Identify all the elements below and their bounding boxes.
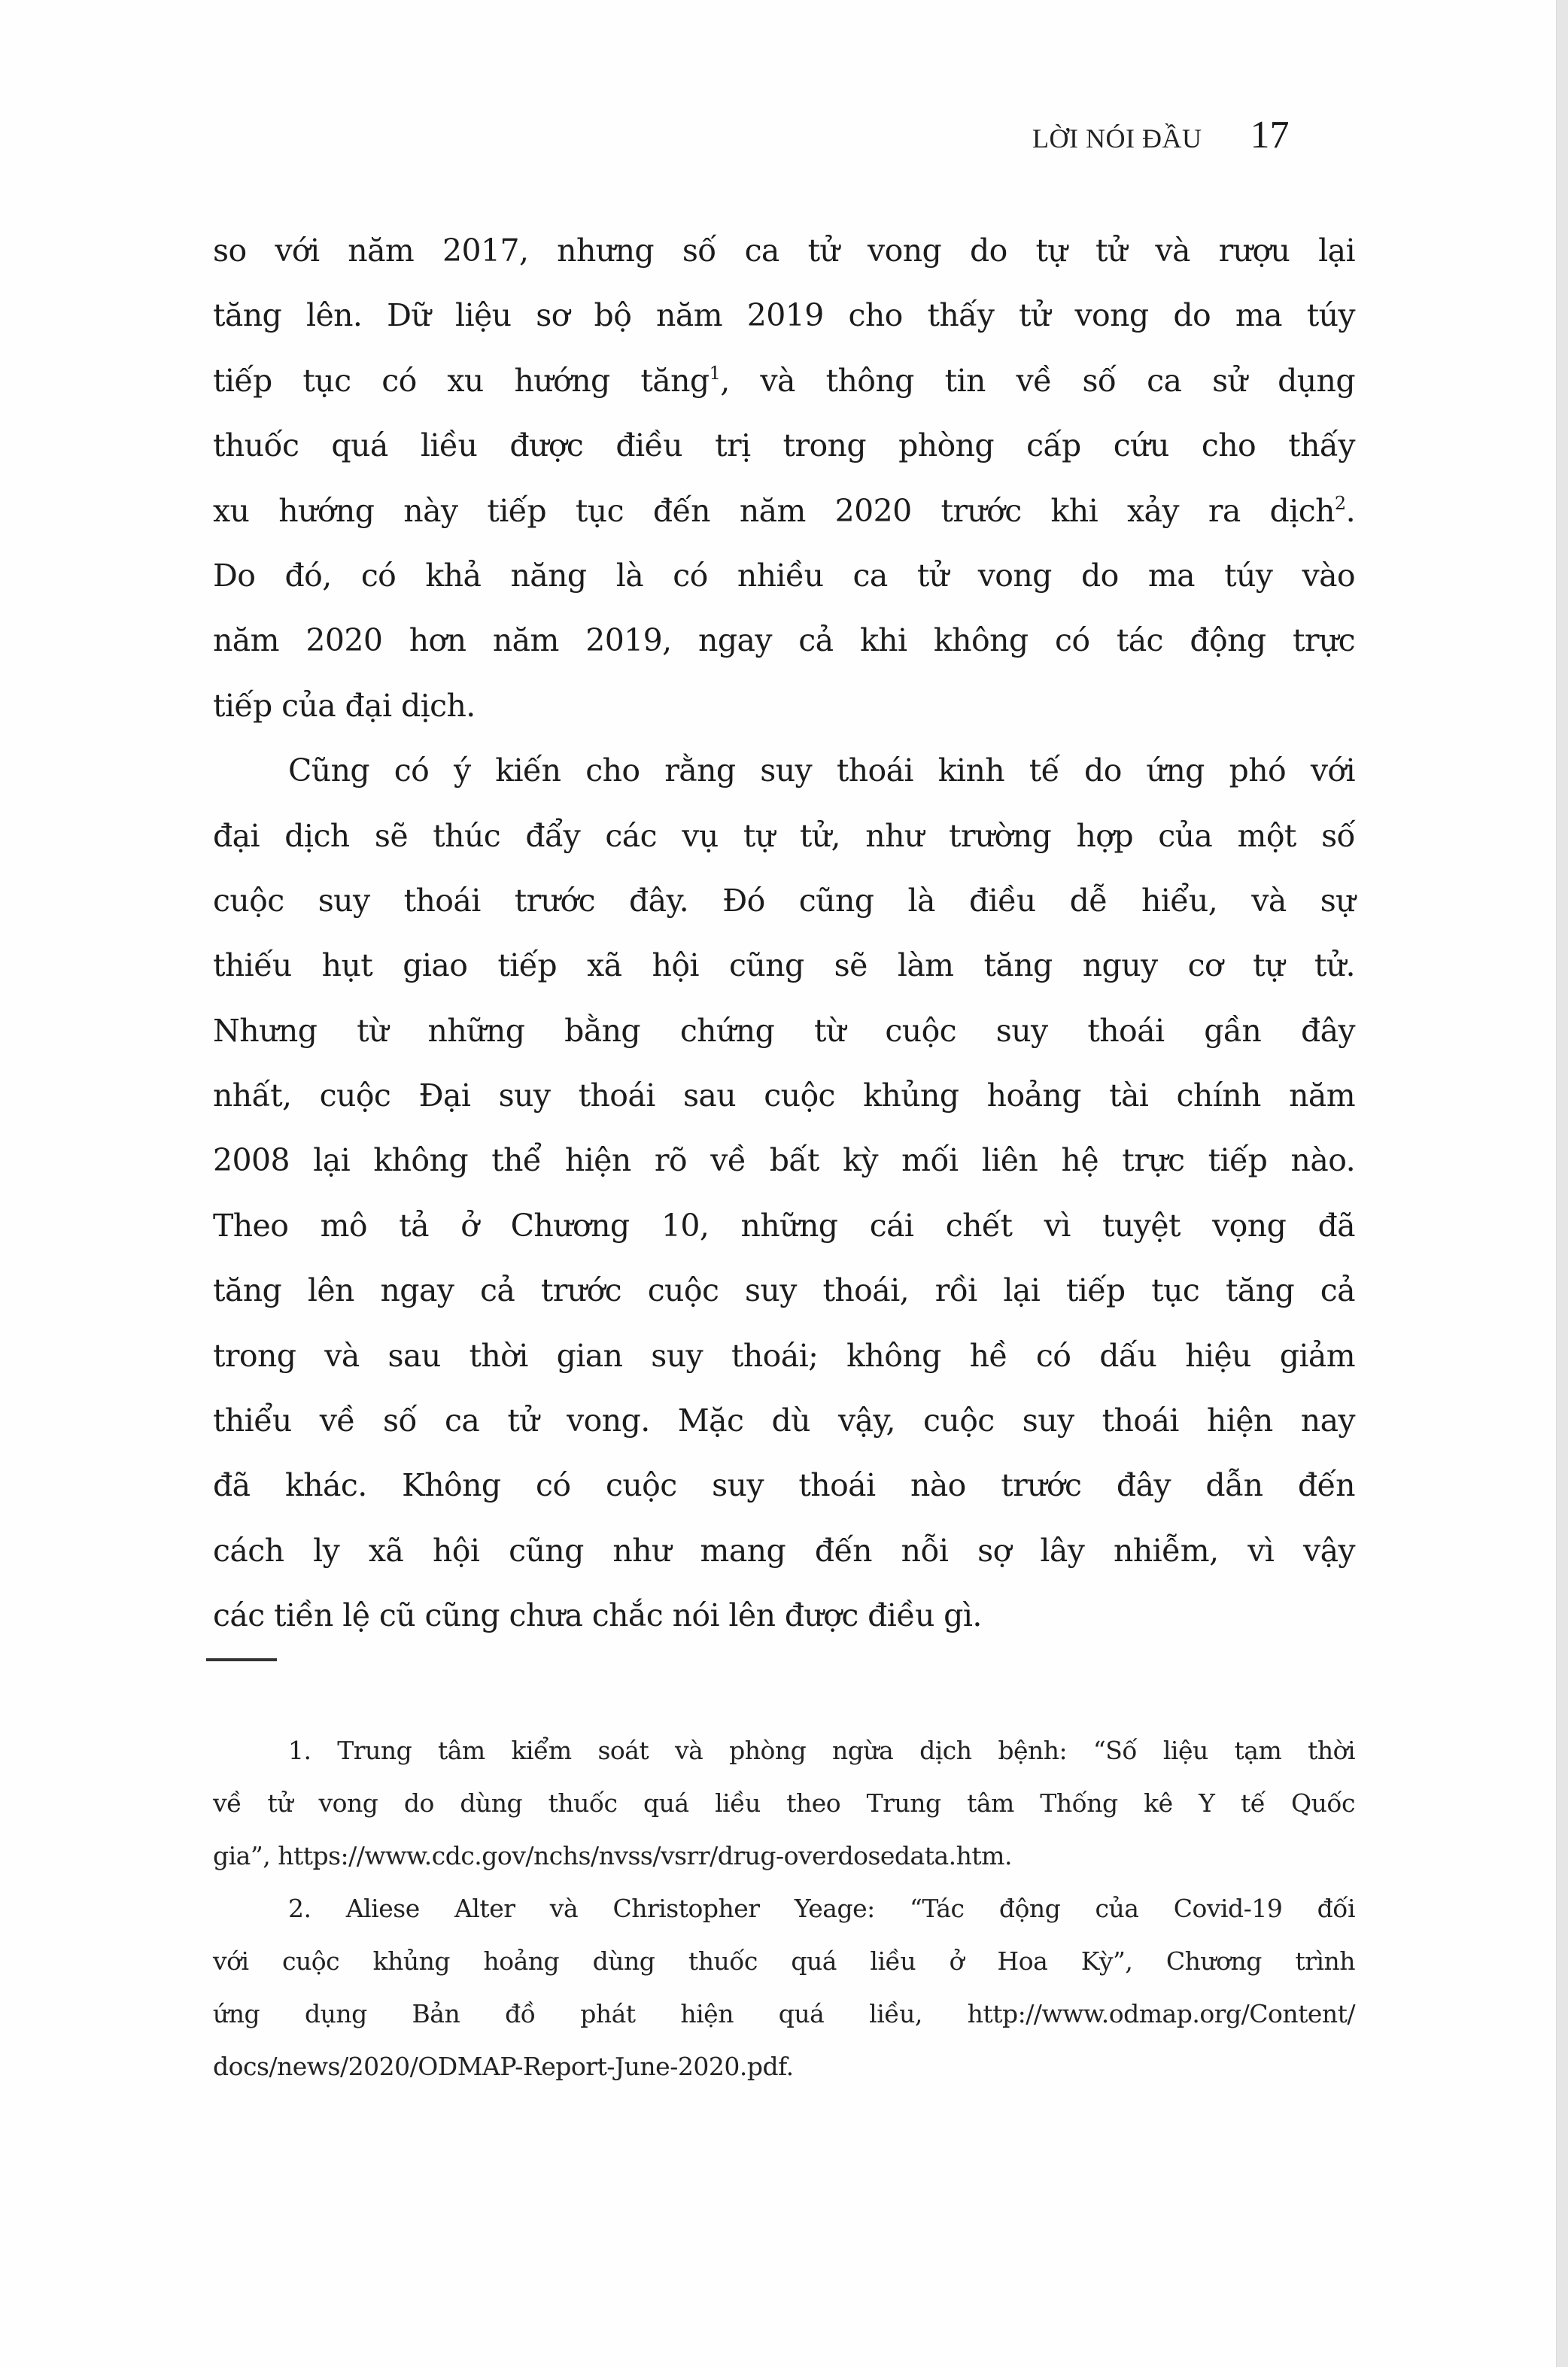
text-run: tiếp tục có xu hướng tăng: [213, 362, 710, 399]
paragraph: [213, 738, 1355, 1648]
text-run: thiếu hụt giao tiếp xã hội cũng sẽ làm tăng nguy cơ tự tử.: [213, 947, 1355, 984]
text-line: [213, 283, 1355, 348]
footnote-line: 1. Trung tâm kiểm soát và phòng ngừa dịch bệnh: “Số liệu tạm thời: [288, 1736, 1355, 1765]
running-head: [1032, 113, 1289, 166]
text-run: nhất, cuộc Đại suy thoái sau cuộc khủng hoảng tài chính năm: [213, 1077, 1355, 1114]
footnote-line: 2. Aliese Alter và Christopher Yeage: “Tác động của Covid-19 đối: [288, 1894, 1355, 1923]
page-edge-shadow: [1556, 0, 1568, 2367]
footnote-reference[interactable]: 2: [1334, 492, 1346, 514]
text-run: .: [1345, 492, 1355, 529]
text-run: các tiền lệ cũ cũng chưa chắc nói lên được điều gì.: [213, 1597, 982, 1634]
paragraph: [213, 218, 1355, 738]
text-line: [213, 1323, 1355, 1388]
text-run: so với năm 2017, nhưng số ca tử vong do tự tử và rượu lại: [213, 232, 1355, 269]
text-run: Do đó, có khả năng là có nhiều ca tử vong do ma túy vào: [213, 557, 1355, 594]
footnote-reference[interactable]: 1: [709, 362, 721, 384]
text-line: [213, 1063, 1355, 1128]
chapter-title: LỜI NÓI ĐẦU: [1032, 123, 1202, 153]
footnote-line: ứng dụng Bản đồ phát hiện quá liều, http://www.odmap.org/Content/: [213, 1999, 1355, 2028]
text-line: [213, 1453, 1355, 1518]
text-line: [213, 413, 1355, 478]
text-line: [213, 804, 1355, 868]
text-run: năm 2020 hơn năm 2019, ngay cả khi không có tác động trực: [213, 622, 1355, 659]
footnotes: [213, 1724, 1355, 2093]
text-line: [213, 933, 1355, 998]
text-line: [213, 868, 1355, 933]
text-run: đại dịch sẽ thúc đẩy các vụ tự tử, như trường hợp của một số: [213, 817, 1355, 854]
text-run: tăng lên. Dữ liệu sơ bộ năm 2019 cho thấy tử vong do ma túy: [213, 297, 1355, 334]
footnote-separator: [206, 1658, 277, 1661]
text-run: Cũng có ý kiến cho rằng suy thoái kinh tế do ứng phó với: [288, 752, 1355, 789]
text-line: [213, 543, 1355, 608]
text-line: [213, 673, 1355, 738]
text-line: [213, 218, 1355, 283]
footnote-line: docs/news/2020/ODMAP-Report-June-2020.pdf.: [213, 2052, 794, 2081]
text-line: [213, 1583, 1355, 1648]
text-run: tiếp của đại dịch.: [213, 687, 476, 724]
text-line: [213, 738, 1355, 803]
text-line: [213, 479, 1355, 543]
text-run: cách ly xã hội cũng như mang đến nỗi sợ lây nhiễm, vì vậy: [213, 1532, 1355, 1569]
text-line: [213, 348, 1355, 413]
text-run: trong và sau thời gian suy thoái; không hề có dấu hiệu giảm: [213, 1337, 1355, 1374]
text-run: thiểu về số ca tử vong. Mặc dù vậy, cuộc suy thoái hiện nay: [213, 1402, 1355, 1439]
text-run: , và thông tin về số ca sử dụng: [720, 362, 1355, 399]
text-line: [213, 1193, 1355, 1258]
text-line: [213, 1128, 1355, 1193]
text-line: [213, 1258, 1355, 1323]
text-run: xu hướng này tiếp tục đến năm 2020 trước khi xảy ra dịch: [213, 492, 1335, 529]
footnote-line: với cuộc khủng hoảng dùng thuốc quá liều ở Hoa Kỳ”, Chương trình: [213, 1946, 1355, 1976]
text-run: Theo mô tả ở Chương 10, những cái chết vì tuyệt vọng đã: [213, 1207, 1355, 1244]
text-line: [213, 1518, 1355, 1583]
footnote-line: về tử vong do dùng thuốc quá liều theo Trung tâm Thống kê Y tế Quốc: [213, 1788, 1355, 1818]
text-run: cuộc suy thoái trước đây. Đó cũng là điều dễ hiểu, và sự: [213, 882, 1355, 919]
text-run: thuốc quá liều được điều trị trong phòng cấp cứu cho thấy: [213, 427, 1355, 464]
footnote-1: [213, 1724, 1355, 1882]
body-text: [213, 218, 1355, 1648]
text-run: đã khác. Không có cuộc suy thoái nào trước đây dẫn đến: [213, 1467, 1355, 1504]
footnote-2: [213, 1882, 1355, 2093]
text-line: [213, 608, 1355, 673]
text-line: [213, 998, 1355, 1063]
text-run: 2008 lại không thể hiện rõ về bất kỳ mối liên hệ trực tiếp nào.: [213, 1142, 1355, 1179]
text-line: [213, 1388, 1355, 1453]
page-number: 17: [1250, 114, 1290, 156]
footnote-line: gia”, https://www.cdc.gov/nchs/nvss/vsrr/drug-overdosedata.htm.: [213, 1841, 1012, 1870]
text-run: Nhưng từ những bằng chứng từ cuộc suy thoái gần đây: [213, 1012, 1355, 1049]
text-run: tăng lên ngay cả trước cuộc suy thoái, rồi lại tiếp tục tăng cả: [213, 1272, 1355, 1309]
